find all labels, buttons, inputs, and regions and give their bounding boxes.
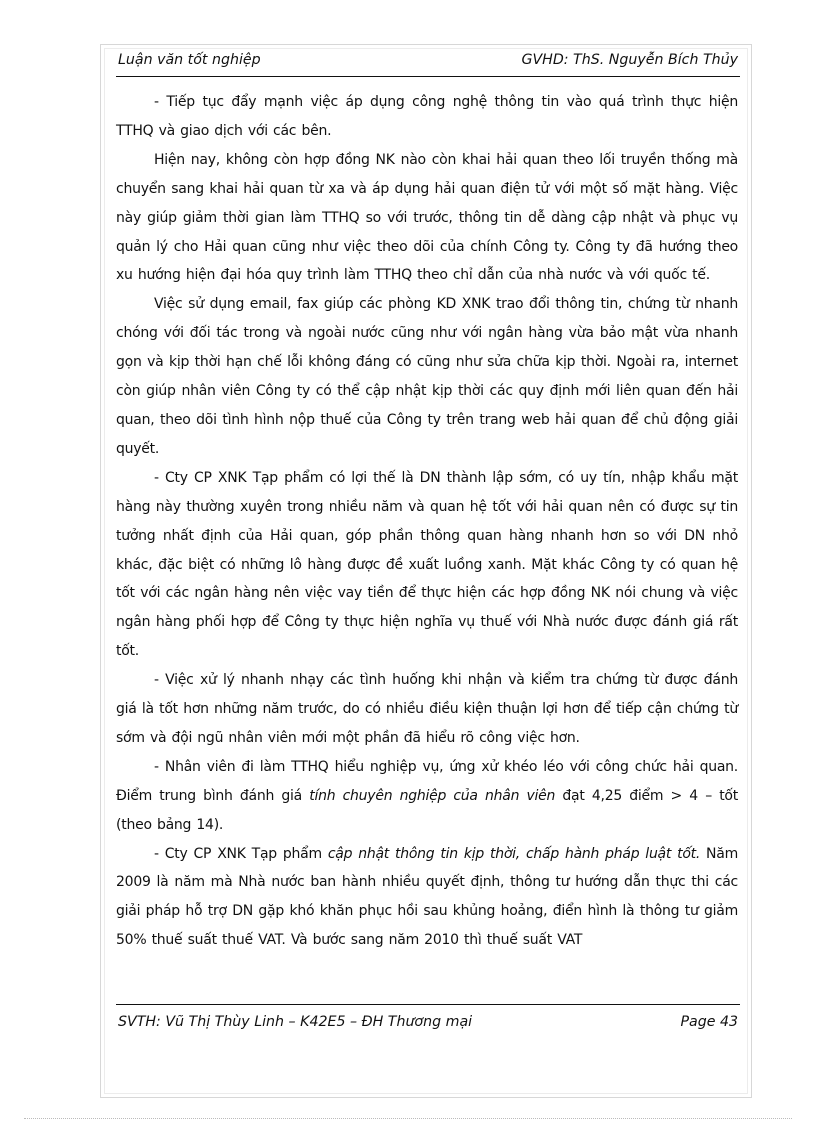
- paragraph-6: [116, 753, 738, 840]
- running-header: [118, 52, 738, 68]
- paragraph-5: - Việc xử lý nhanh nhạy các tình huống khi nhận và kiểm tra chứng từ được đánh giá là tốt hơn những năm trước, do có nhiều điều kiện thuận lợi hơn để tiếp cận chứng từ sớm và đội ngũ nhân viên mới một phần đã hiểu rõ công việc hơn.: [116, 672, 738, 746]
- paragraph-6-emphasis: tính chuyên nghiệp của nhân viên: [309, 787, 556, 804]
- footer-rule: [116, 1004, 740, 1005]
- paragraph-6-text: - Nhân viên đi làm TTHQ hiểu nghiệp vụ, ứng xử khéo léo với công chức hải quan. Điểm trung bình đánh giá: [116, 758, 738, 804]
- paragraph-3: Việc sử dụng email, fax giúp các phòng KD XNK trao đổi thông tin, chứng từ nhanh chóng với đối tác trong và ngoài nước cũng như với ngân hàng vừa bảo mật vừa nhanh gọn và kịp thời hạn chế lỗi không đáng có cũng như sửa chữa kịp thời. Ngoài ra, internet còn giúp nhân viên Công ty có thể cập nhật kịp thời các quy định mới liên quan đến hải quan, theo dõi tình hình nộp thuế của Công ty trên trang web hải quan để chủ động giải quyết.: [116, 296, 738, 457]
- paragraph-6-text-end: đạt 4,25 điểm > 4 – tốt (theo bảng 14).: [116, 787, 738, 833]
- paragraph-7-emphasis: cập nhật thông tin kịp thời, chấp hành pháp luật tốt.: [327, 845, 701, 862]
- paragraph-7-text-end: Năm 2009 là năm mà Nhà nước ban hành nhiều quyết định, thông tư hướng dẫn thực thi các giải pháp hỗ trợ DN gặp khó khăn phục hồi sau khủng hoảng, điển hình là thông tư giảm 50% thuế suất thuế VAT. Và bước sang năm 2010 thì thuế suất VAT: [116, 845, 738, 949]
- paragraph-7-text: - Cty CP XNK Tạp phẩm: [154, 845, 328, 862]
- running-footer: [118, 1014, 738, 1030]
- header-supervisor: GVHD: ThS. Nguyễn Bích Thủy: [521, 52, 738, 68]
- paragraph-1: - Tiếp tục đẩy mạnh việc áp dụng công nghệ thông tin vào quá trình thực hiện TTHQ và giao dịch với các bên.: [116, 94, 738, 139]
- page-separator: [24, 1118, 792, 1119]
- document-body: [116, 88, 738, 955]
- footer-student: SVTH: Vũ Thị Thùy Linh – K42E5 – ĐH Thương mại: [118, 1014, 473, 1030]
- paragraph-7: [116, 840, 738, 956]
- header-thesis-title: Luận văn tốt nghiệp: [118, 52, 261, 68]
- page-number: Page 43: [680, 1014, 738, 1030]
- paragraph-2: Hiện nay, không còn hợp đồng NK nào còn khai hải quan theo lối truyền thống mà chuyển sang khai hải quan từ xa và áp dụng hải quan điện tử với một số mặt hàng. Việc này giúp giảm thời gian làm TTHQ so với trước, thông tin dễ dàng cập nhật và phục vụ quản lý cho Hải quan cũng như việc theo dõi của chính Công ty. Công ty đã hướng theo xu hướng hiện đại hóa quy trình làm TTHQ theo chỉ dẫn của nhà nước và với quốc tế.: [116, 151, 738, 284]
- paragraph-4: - Cty CP XNK Tạp phẩm có lợi thế là DN thành lập sớm, có uy tín, nhập khẩu mặt hàng này thường xuyên trong nhiều năm và quan hệ tốt với hải quan nên có được sự tin tưởng nhất định của Hải quan, góp phần thông quan hàng nhanh hơn so với DN nhỏ khác, đặc biệt có những lô hàng được đề xuất luồng xanh. Mặt khác Công ty có quan hệ tốt với các ngân hàng nên việc vay tiền để thực hiện các hợp đồng NK nói chung và việc ngân hàng phối hợp để Công ty thực hiện nghĩa vụ thuế với Nhà nước được đánh giá rất tốt.: [116, 469, 738, 660]
- header-rule: [116, 76, 740, 77]
